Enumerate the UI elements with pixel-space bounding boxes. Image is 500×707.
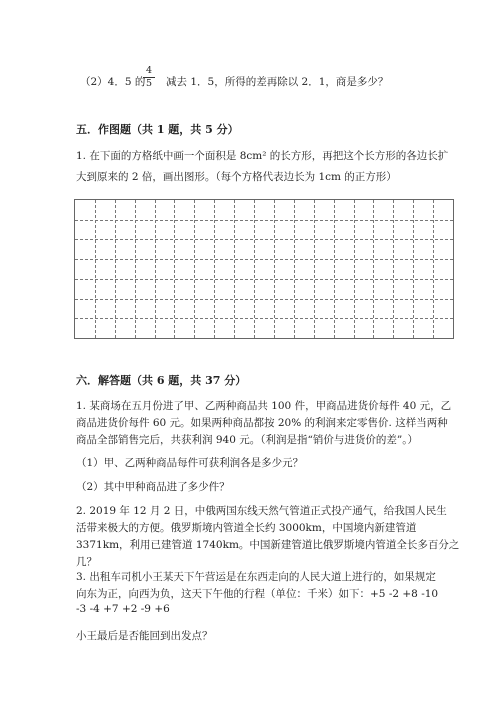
drawing-instruction-line2: 大到原来的 2 倍，画出图形。（每个方格代表边长为 1cm 的正方形） — [76, 171, 397, 183]
q2-prefix: （2）4．5 的 — [80, 76, 146, 88]
problem3-line2: 向东为正，向西为负，这天下午他的行程（单位：千米）如下：+5 -2 +8 -10 — [76, 588, 439, 600]
square-grid-paper[interactable] — [74, 199, 454, 339]
problem1-sub2: （2）其中甲种商品进了多少件？ — [76, 481, 230, 493]
problem3-line1: 3. 出租车司机小王某天下午营运是在东西走向的人民大道上进行的，如果规定 — [76, 571, 436, 583]
grid-horizontal-line — [75, 239, 453, 240]
grid-horizontal-line — [75, 299, 453, 300]
grid-horizontal-line — [75, 259, 453, 260]
problem1-line2: 商品进货价每件 60 元。如果两种商品都按 20% 的利润来定零售价. 这样当两种 — [76, 417, 448, 429]
q2-suffix: 减去 1．5，所得的差再除以 2．1，商是多少？ — [166, 76, 389, 88]
section5-title: 五．作图题（共 1 题，共 5 分） — [76, 123, 239, 136]
fraction-four-fifths — [142, 66, 156, 89]
fraction-denominator: 5 — [145, 78, 153, 89]
problem1-sub1: （1）甲、乙两种商品每件可获利润各是多少元？ — [76, 457, 304, 469]
section6-title: 六．解答题（共 6 题，共 37 分） — [76, 374, 247, 387]
problem2-line4: 几？ — [76, 556, 97, 568]
grid-horizontal-line — [75, 220, 453, 221]
drawing-instruction-line1: 1. 在下面的方格纸中画一个面积是 8cm² 的长方形，再把这个长方形的各边长扩 — [76, 150, 449, 162]
problem3-line3: -3 -4 +7 +2 -9 +6 — [76, 603, 170, 615]
problem1-line1: 1. 某商场在五月份进了甲、乙两种商品共 100 件，甲商品进货价每件 40 元，乙 — [76, 400, 452, 412]
problem2-line2: 活带来极大的方便。俄罗斯境内管道全长约 3000km，中国境内新建管道 — [76, 522, 417, 534]
grid-horizontal-line — [75, 279, 453, 280]
fraction-numerator: 4 — [145, 65, 153, 76]
problem2-line1: 2. 2019 年 12 月 2 日，中俄两国东线天然气管道正式投产通气，给我国人民生 — [76, 505, 447, 517]
problem3-question: 小王最后是否能回到出发点？ — [76, 630, 213, 642]
problem1-line3: 商品全部销售完后，共获利润 940 元。（利润是指“销价与进货价的差”。） — [76, 434, 418, 446]
problem2-line3: 3371km，利用已建管道 1740km。中国新建管道比俄罗斯境内管道全长多百分之 — [76, 539, 460, 551]
grid-horizontal-line — [75, 318, 453, 319]
